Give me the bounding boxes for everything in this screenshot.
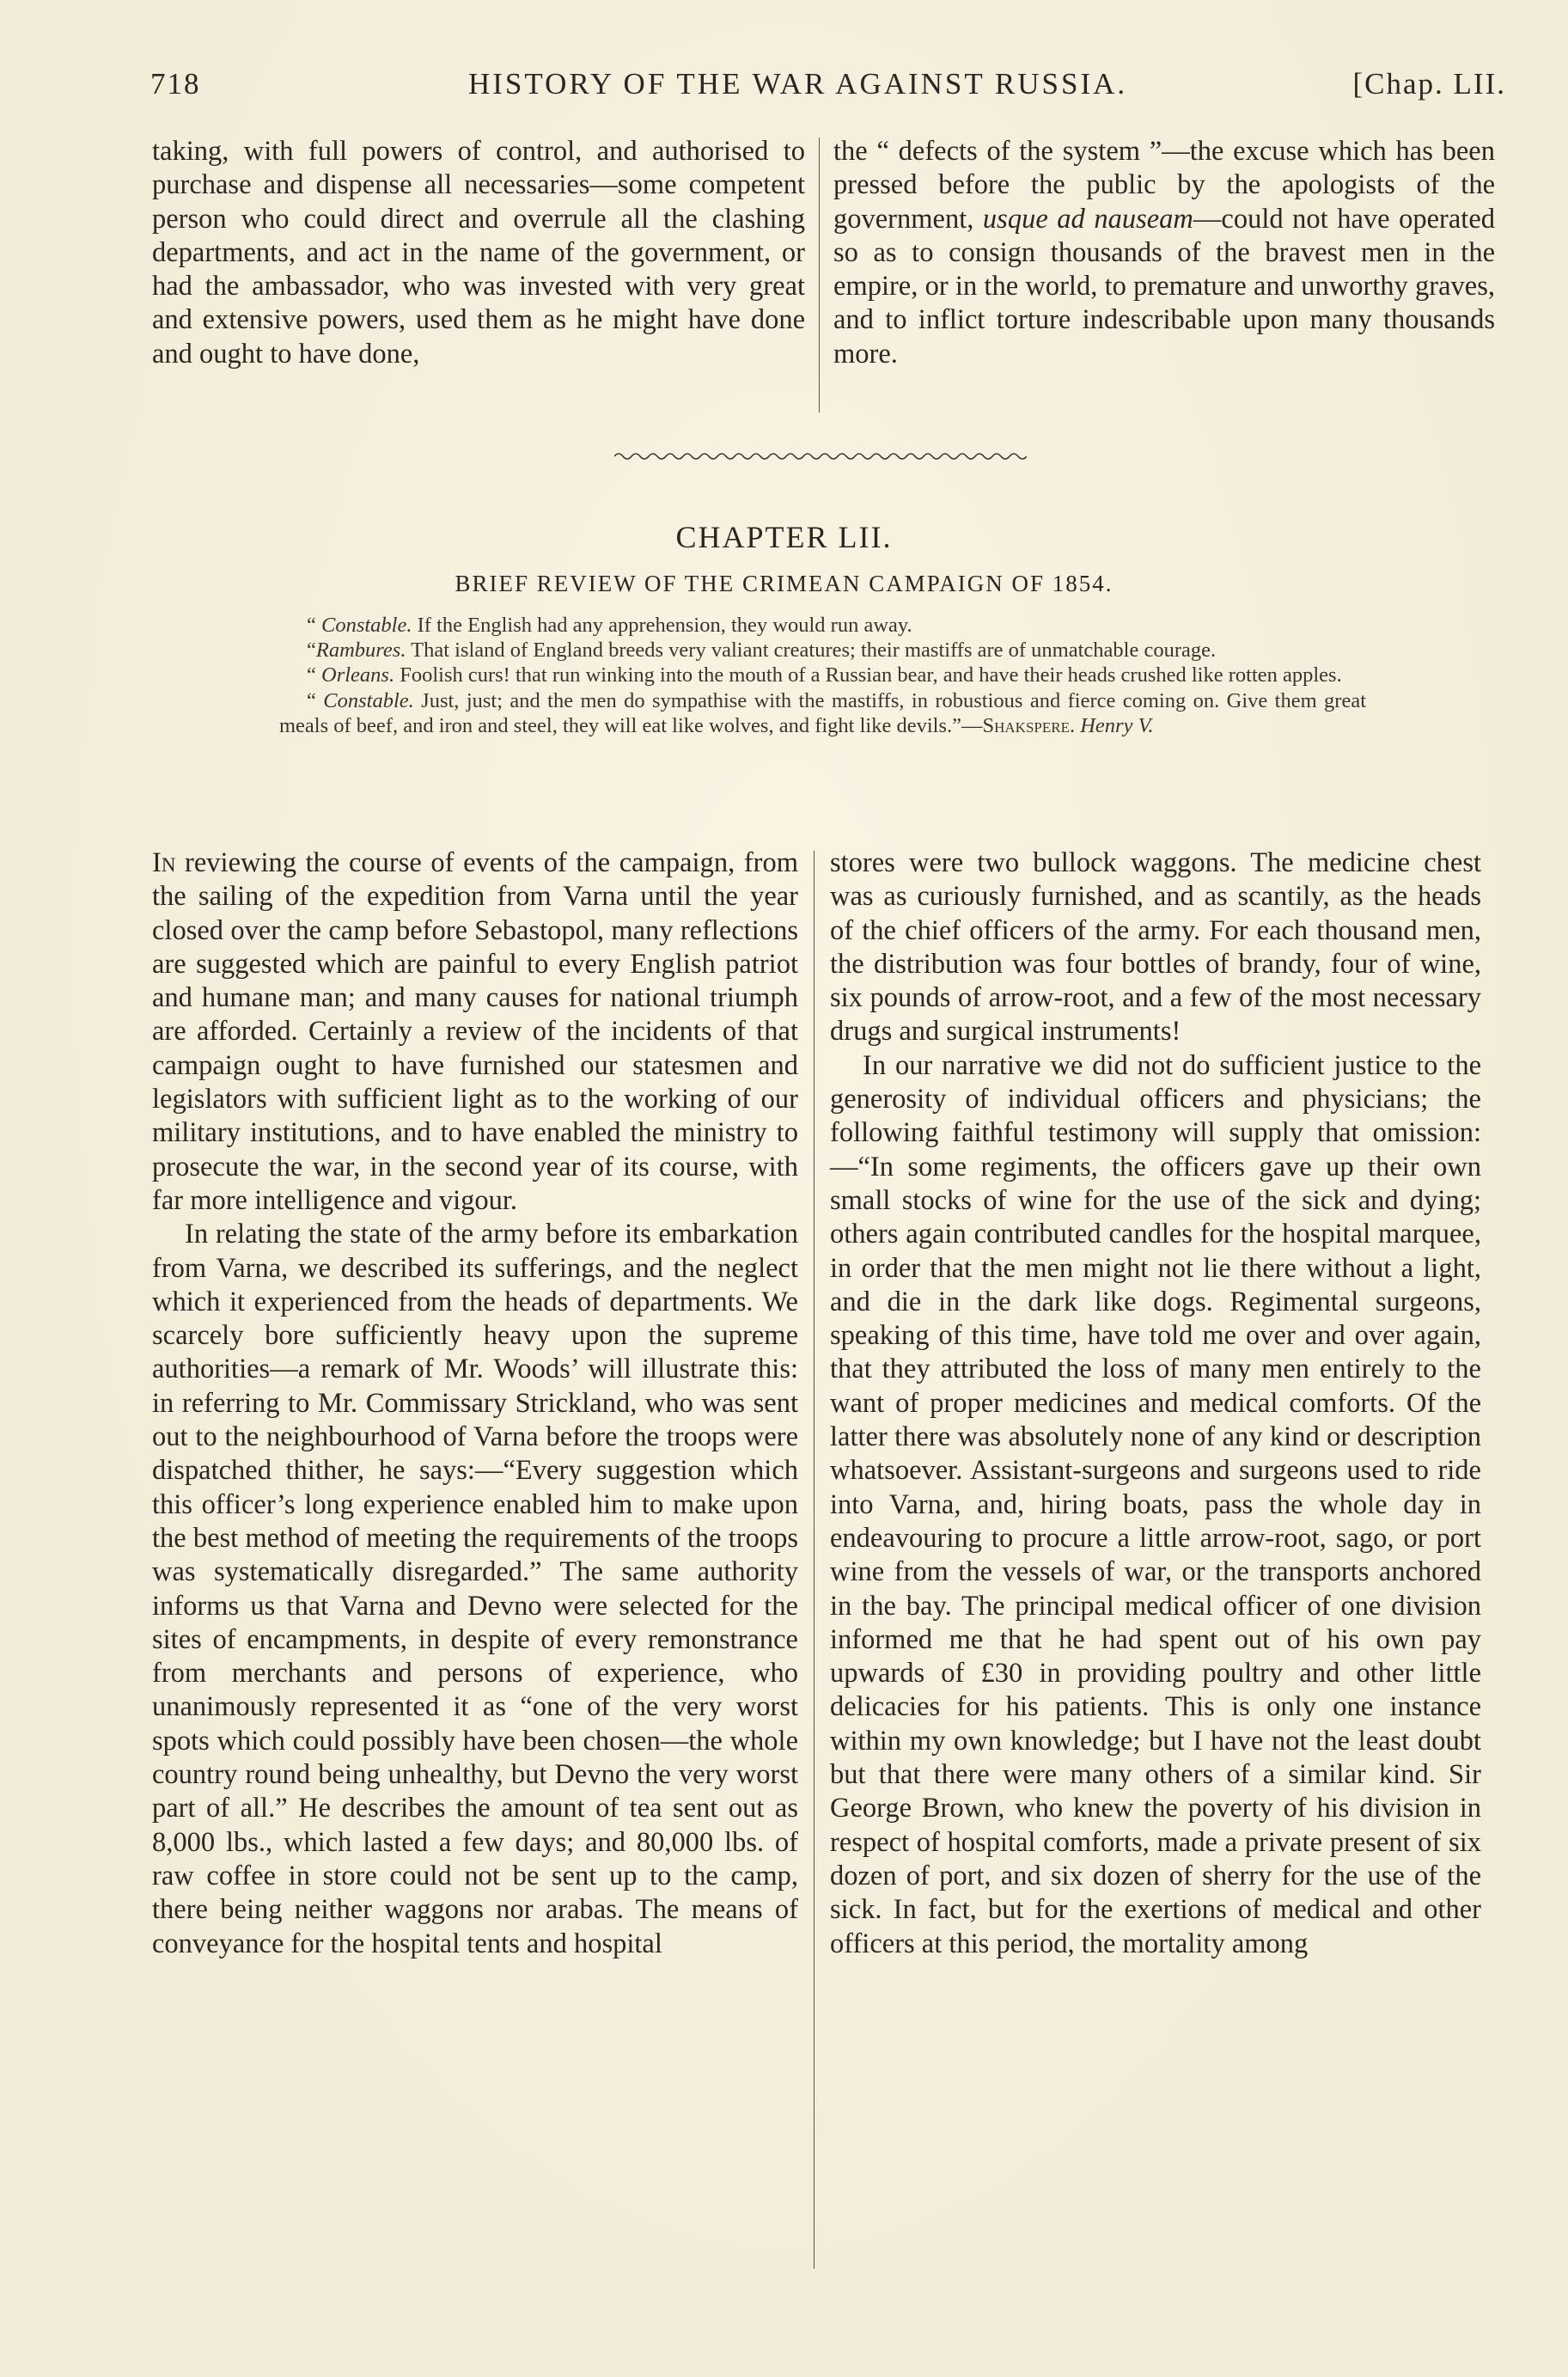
speaker: Rambures. xyxy=(315,639,406,663)
attribution-play: Henry V. xyxy=(1080,713,1154,737)
epigraph-line: “Rambures. That island of England breeds very valiant creatures; their mastiffs are of unmatchable courage. xyxy=(307,639,1217,663)
text-run: Foolish curs! that run winking into the mouth of a Russian bear, and have their heads crushed like rotten apples. xyxy=(394,663,1342,687)
epigraph-line: “ Constable. Just, just; and the men do sympathise with the mastiffs, in robustious and fierce coming on. Give them great meals of beef, and iron and steel, they will eat like wolves, and fight like devils.”—Shakspere. Henry V. xyxy=(279,688,1367,737)
speaker: Constable. xyxy=(321,614,412,637)
chapter-reference: [Chap. LII. xyxy=(1352,67,1506,101)
text-run: —could not have operated so as to consign thousands of the bravest men in the empire, or in the world, to premature and unworthy graves, and to inflict torture indescribable upon many thousands more. xyxy=(833,203,1496,370)
page-number: 718 xyxy=(150,67,201,101)
body-right-column xyxy=(830,846,1481,1961)
top-left-column xyxy=(152,135,805,371)
epigraph xyxy=(279,613,1366,738)
body-paragraph: stores were two bullock waggons. The medicine chest was as curiously furnished, and as scantily, as the heads of the chief officers of the army. For each thousand men, the distribution was four bottles of brandy, four of wine, six pounds of arrow-root, and a few of the most necessary drugs and surgical instruments! xyxy=(830,847,1481,1048)
chapter-subtitle: BRIEF REVIEW OF THE CRIMEAN CAMPAIGN OF 1854. xyxy=(455,571,1113,596)
top-left-paragraph: taking, with full powers of control, and authorised to purchase and dispense all necessaries—some competent person who could direct and overrule all the clashing departments, and act in the name of the government, or had the ambassador, who was invested with very great and extensive powers, used them as he might have done and ought to have done, xyxy=(152,136,805,370)
column-divider-top xyxy=(819,137,820,412)
running-header xyxy=(150,67,1506,110)
running-title: HISTORY OF THE WAR AGAINST RUSSIA. xyxy=(468,67,1128,101)
text-run: the “ defects of the system ”—the excuse which has been pressed before the public by the apologists of the government, xyxy=(833,136,1495,235)
opening-word: In xyxy=(152,847,176,878)
body-paragraph: In relating the state of the army before its embarkation from Varna, we described its sufferings, and the neglect which it experienced from the heads of departments. We scarcely bore sufficiently heavy upon the supreme authorities—a remark of Mr. Woods’ will illustrate this: in referring to Mr. Commissary Strickland, who was sent out to the neighbourhood of Varna before the troops were dispatched thither, he says:—“Every suggestion which this officer’s long experience enabled him to make upon the best method of meeting the requirements of the troops was systematically disregarded.” The same authority informs us that Varna and Devno were selected for the sites of encampments, in despite of every remonstrance from merchants and persons of experience, who unanimously represented it as “one of the very worst spots which could possibly have been chosen—the whole country round being unhealthy, but Devno the very worst part of all.” He describes the amount of tea sent out as 8,000 lbs., which lasted a few days; and 80,000 lbs. of raw coffee in store could not be sent up to the camp, there being neither waggons nor arabas. The means of conveyance for the hospital tents and hospital xyxy=(152,1219,798,1959)
text-run: Just, just; and the men do sympathise with the mastiffs, in robustious and fierce coming on. Give them great meals of beef, and iron and steel, they will eat like wolves, and fight like devils.”— xyxy=(279,688,1367,737)
text-run: That island of England breeds very valiant creatures; their mastiffs are of unmatchable courage. xyxy=(406,639,1217,663)
italic-phrase: usque ad nauseam xyxy=(982,203,1193,235)
body-paragraph xyxy=(152,846,798,1218)
wavy-ornament-divider xyxy=(614,449,1027,464)
body-left-column xyxy=(152,846,798,1961)
speaker: Orleans. xyxy=(321,663,395,687)
epigraph-line: “ Orleans. Foolish curs! that run winking into the mouth of a Russian bear, and have their heads crushed like rotten apples. xyxy=(307,663,1342,687)
text-run: If the English had any apprehension, they would run away. xyxy=(412,614,912,637)
epigraph-line: “ Constable. If the English had any apprehension, they would run away. xyxy=(307,614,912,637)
top-right-column xyxy=(833,135,1495,371)
text-run: reviewing the course of events of the campaign, from the sailing of the expedition from Varna until the year closed over the camp before Sebastopol, many reflections are suggested which are painful to every English patriot and humane man; and many causes for national triumph are afforded. Certainly a review of the incidents of that campaign ought to have furnished our statesmen and legislators with sufficient light as to the working of our military institutions, and to have enabled the ministry to prosecute the war, in the second year of its course, with far more intelligence and vigour. xyxy=(152,847,798,1216)
speaker: Constable. xyxy=(323,688,414,712)
attribution-author: Shakspere. xyxy=(982,713,1076,737)
body-paragraph: In our narrative we did not do sufficient justice to the generosity of individual officers and physicians; the following faithful testimony will supply that omission:—“In some regiments, the officers gave up their own small stocks of wine for the use of the sick and dying; others again contributed candles for the hospital marquee, in order that the men might not lie there without a light, and die in the dark like dogs. Regimental surgeons, speaking of this time, have told me over and over again, that they attributed the loss of many men entirely to the want of proper medicines and medical comforts. Of the latter there was absolutely none of any kind or description whatsoever. Assistant-surgeons and surgeons used to ride into Varna, and, hiring boats, pass the whole day in endeavouring to procure a little arrow-root, sago, or port wine from the vessels of war, or the transports anchored in the bay. The principal medical officer of one division informed me that he had spent out of his own pay upwards of £30 in providing poultry and other little delicacies for his patients. This is only one instance within my own knowledge; but I have not the least doubt but that there were many others of a similar kind. Sir George Brown, who knew the poverty of his division in respect of hospital comforts, made a private present of six dozen of port, and six dozen of sherry for the use of the sick. In fact, but for the exertions of medical and other officers at this period, the mortality among xyxy=(830,1049,1481,1959)
column-divider-body xyxy=(814,851,815,2269)
chapter-title: CHAPTER LII. xyxy=(675,520,893,554)
top-right-paragraph xyxy=(833,135,1495,371)
